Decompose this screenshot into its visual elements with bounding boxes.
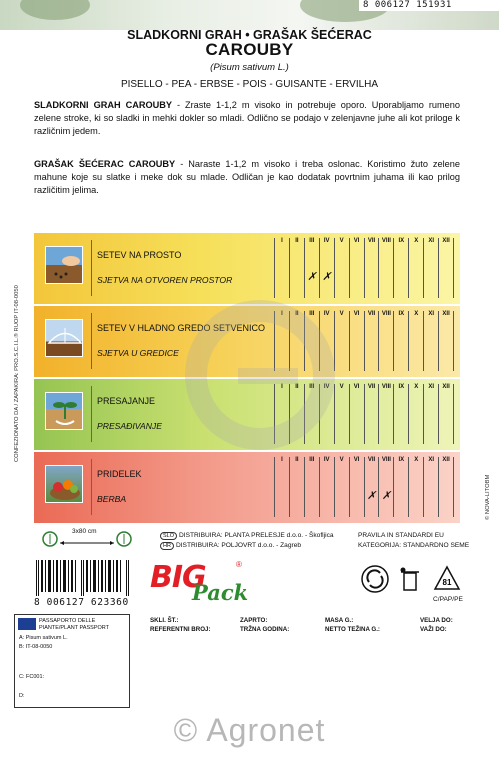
passport-line-d: D: — [19, 693, 25, 699]
month-cell — [364, 311, 379, 371]
month-label: X — [414, 457, 419, 463]
month-label: VIII — [381, 311, 391, 317]
agronet-watermark: © Agronet — [173, 712, 326, 748]
operation-translation: SJETVA U GREDICE — [97, 348, 179, 358]
month-label: XI — [428, 384, 435, 390]
month-label: VI — [353, 457, 360, 463]
month-label: III — [309, 457, 315, 463]
operation-name: SETEV NA PROSTO — [97, 250, 182, 260]
month-label: IV — [323, 311, 330, 317]
month-label: II — [295, 457, 299, 463]
month-cell — [334, 457, 349, 517]
month-label: XI — [428, 311, 435, 317]
logo-big-text: BIG — [150, 560, 206, 595]
month-cell — [349, 238, 364, 298]
month-cell — [319, 311, 334, 371]
latin-name: (Pisum sativum L.) — [210, 62, 289, 73]
material-code: C/PAP/PE — [433, 596, 463, 603]
month-cell — [304, 384, 319, 444]
month-cell — [393, 384, 408, 444]
market-year-label: TRŽNA GODINA: — [240, 626, 290, 633]
month-label: IX — [398, 238, 405, 244]
month-cell — [289, 384, 304, 444]
month-mark: ✗ — [366, 490, 377, 502]
operation-translation: PRESAĐIVANJE — [97, 421, 162, 431]
month-grid — [274, 457, 454, 517]
month-cell — [334, 311, 349, 371]
month-cell — [274, 457, 289, 517]
month-mark: ✗ — [307, 271, 317, 283]
registered-mark: ® — [236, 560, 242, 569]
recycle-code-icon — [432, 564, 462, 594]
month-cell — [304, 238, 319, 298]
lot-number-label: SKLI. ŠT.: — [150, 617, 179, 624]
sowing-hand-icon — [45, 246, 83, 284]
month-cell — [304, 457, 319, 517]
month-label: III — [309, 384, 315, 390]
month-label: VII — [367, 384, 376, 390]
month-label: X — [414, 311, 419, 317]
net-weight-label: NETTO TEŽINA G.: — [325, 626, 380, 633]
operation-translation: SJETVA NA OTVOREN PROSTOR — [97, 275, 233, 285]
month-label: IV — [323, 457, 330, 463]
valid-until-label: VELJA DO: — [420, 617, 453, 624]
month-mark: ✗ — [381, 490, 392, 502]
month-cell — [319, 384, 334, 444]
operation-name: PRESAJANJE — [97, 396, 156, 406]
month-label: IV — [323, 238, 330, 244]
passport-header: PASSAPORTO DELLE PIANTE/PLANT PASSPORT — [39, 618, 109, 631]
month-label: VI — [353, 311, 360, 317]
month-cell — [408, 238, 423, 298]
month-cell — [438, 384, 454, 444]
operation-name: SETEV V HLADNO GREDO SETVENICO — [97, 323, 266, 333]
month-cell — [319, 457, 334, 517]
month-cell — [378, 311, 393, 371]
calendar-row-sowing-outdoors — [34, 233, 460, 304]
barcode-number: 8 006127 623360 — [34, 597, 129, 608]
month-cell — [393, 457, 408, 517]
seedling-icon — [45, 392, 83, 430]
month-cell — [364, 238, 379, 298]
distributor-croatia — [160, 542, 301, 550]
bin-disposal-icon — [395, 564, 425, 594]
month-cell — [408, 311, 423, 371]
variety-name: CAROUBY — [205, 40, 294, 59]
month-label: I — [281, 238, 283, 244]
product-barcode — [34, 560, 134, 596]
month-label: XII — [442, 238, 450, 244]
month-label: X — [414, 238, 419, 244]
recycle-icon — [360, 564, 390, 594]
distributor-text: DISTRIBUIRA: POLJOVRT d.o.o. - Zagreb — [175, 542, 302, 549]
month-label: I — [281, 384, 283, 390]
cold-frame-icon — [45, 319, 83, 357]
month-cell — [289, 311, 304, 371]
month-cell — [408, 457, 423, 517]
copyright-vertical-text: © NOVA-LITOBM — [485, 474, 491, 520]
month-cell — [334, 238, 349, 298]
month-cell — [393, 311, 408, 371]
month-label: XII — [442, 311, 450, 317]
month-label: X — [414, 384, 419, 390]
country-code: HR — [160, 542, 174, 550]
month-cell — [378, 238, 393, 298]
plant-spacing — [40, 528, 140, 550]
month-cell — [349, 311, 364, 371]
row-divider — [91, 313, 92, 369]
month-label: VI — [353, 384, 360, 390]
month-cell — [274, 238, 289, 298]
month-label: II — [295, 311, 299, 317]
month-label: V — [339, 384, 344, 390]
month-label: V — [339, 457, 344, 463]
month-label: IX — [398, 457, 405, 463]
month-cell — [378, 384, 393, 444]
row-divider — [91, 386, 92, 442]
operation-name: PRIDELEK — [97, 469, 142, 479]
month-cell — [438, 238, 454, 298]
month-cell — [274, 384, 289, 444]
description-head: SLADKORNI GRAH CAROUBY — [34, 100, 173, 110]
distributor-slovenia — [160, 532, 334, 540]
month-label: III — [309, 311, 315, 317]
month-label: VIII — [381, 384, 391, 390]
month-label: VIII — [381, 238, 391, 244]
month-label: XII — [442, 457, 450, 463]
valid-until-hr-label: VAŽI DO: — [420, 626, 447, 633]
eu-rules-text: PRAVILA IN STANDARDI EU — [358, 532, 444, 539]
month-cell — [274, 311, 289, 371]
reference-number-label: REFERENTNI BROJ: — [150, 626, 211, 633]
recycle-code: 81 — [442, 578, 452, 587]
month-cell — [408, 384, 423, 444]
month-cell — [289, 457, 304, 517]
month-label: VII — [367, 311, 376, 317]
month-grid — [274, 238, 454, 298]
vegetable-basket-icon — [45, 465, 83, 503]
product-title: SLADKORNI GRAH • GRAŠAK ŠEĆERAC — [127, 28, 372, 42]
row-divider — [91, 459, 92, 515]
month-label: IX — [398, 384, 405, 390]
month-label: VI — [353, 238, 360, 244]
bigpack-logo — [150, 560, 260, 612]
description-croatian — [34, 158, 460, 198]
month-cell — [423, 238, 438, 298]
month-label: V — [339, 238, 344, 244]
packer-vertical-text: CONFEZIONATO DA / ZAPAKIRA: PRO.S.C.I.L.® RUOP IT-08-0050 — [14, 285, 20, 462]
spacing-label: 3x80 cm — [72, 528, 97, 535]
month-grid — [274, 311, 454, 371]
description-head: GRAŠAK ŠEĆERAC CAROUBY — [34, 159, 176, 169]
month-cell — [349, 384, 364, 444]
month-label: II — [295, 384, 299, 390]
month-cell — [438, 457, 454, 517]
calendar-row-harvest — [34, 452, 460, 523]
month-cell — [304, 311, 319, 371]
month-label: VII — [367, 457, 376, 463]
seed-category-text: KATEGORIJA: STANDARDNO SEME — [358, 542, 470, 549]
month-grid — [274, 384, 454, 444]
calendar-row-cold-frame — [34, 306, 460, 377]
month-cell — [364, 384, 379, 444]
month-cell — [438, 311, 454, 371]
month-cell — [349, 457, 364, 517]
description-body: - Naraste 1-1,2 m visoko i treba oslonac. Koristimo žuto zelene mahune koje su slatke i meke dok su mlade. Odličan je kao dodatak povrtnim juhama ili kao prilog različitim jelima. — [34, 159, 461, 196]
month-label: XI — [428, 238, 435, 244]
passport-line-b: B: IT-08-0050 — [19, 644, 53, 650]
month-label: V — [339, 311, 344, 317]
month-cell — [289, 238, 304, 298]
month-cell — [393, 238, 408, 298]
top-barcode-number: 8 006127 151931 — [359, 0, 499, 11]
month-label: XII — [442, 384, 450, 390]
month-mark: ✗ — [322, 271, 332, 283]
month-cell — [423, 384, 438, 444]
distributor-text: DISTRIBUIRA: PLANTA PRELESJE d.o.o. - Škofljica — [179, 532, 334, 539]
month-cell — [364, 457, 379, 517]
month-cell — [334, 384, 349, 444]
month-cell — [423, 457, 438, 517]
logo-pack-text: Pack — [192, 580, 249, 605]
month-cell — [319, 238, 334, 298]
month-label: III — [309, 238, 315, 244]
month-label: I — [281, 457, 283, 463]
eu-flag-icon — [18, 618, 36, 630]
month-label: VIII — [381, 457, 391, 463]
passport-line-a: A: Pisum sativum L. — [19, 635, 68, 641]
closed-date-label: ZAPRTO: — [240, 617, 268, 624]
row-divider — [91, 240, 92, 296]
description-body: - Zraste 1-1,2 m visoko in potrebuje oporo. Uporabljamo rumeno zelene stroke, ki so sladki in mehki dokler so mladi. Odlično se podajo v zelenjavne juhe ali kot priloge k različnim jedem. — [34, 100, 460, 137]
operation-translation: BERBA — [97, 494, 127, 504]
passport-line-c: C: FC001: — [19, 674, 45, 680]
mass-label: MASA G.: — [325, 617, 354, 624]
calendar-row-transplanting — [34, 379, 460, 450]
month-cell — [423, 311, 438, 371]
month-label: XI — [428, 457, 435, 463]
month-label: IX — [398, 311, 405, 317]
month-label: II — [295, 238, 299, 244]
description-slovenian — [34, 99, 460, 139]
plant-passport-box — [14, 614, 130, 708]
country-code: SLO — [160, 532, 177, 540]
month-label: I — [281, 311, 283, 317]
month-label: VII — [367, 238, 376, 244]
languages-line: PISELLO - PEA - ERBSE - POIS - GUISANTE - ERVILHA — [120, 79, 379, 90]
month-cell — [378, 457, 393, 517]
month-label: IV — [323, 384, 330, 390]
